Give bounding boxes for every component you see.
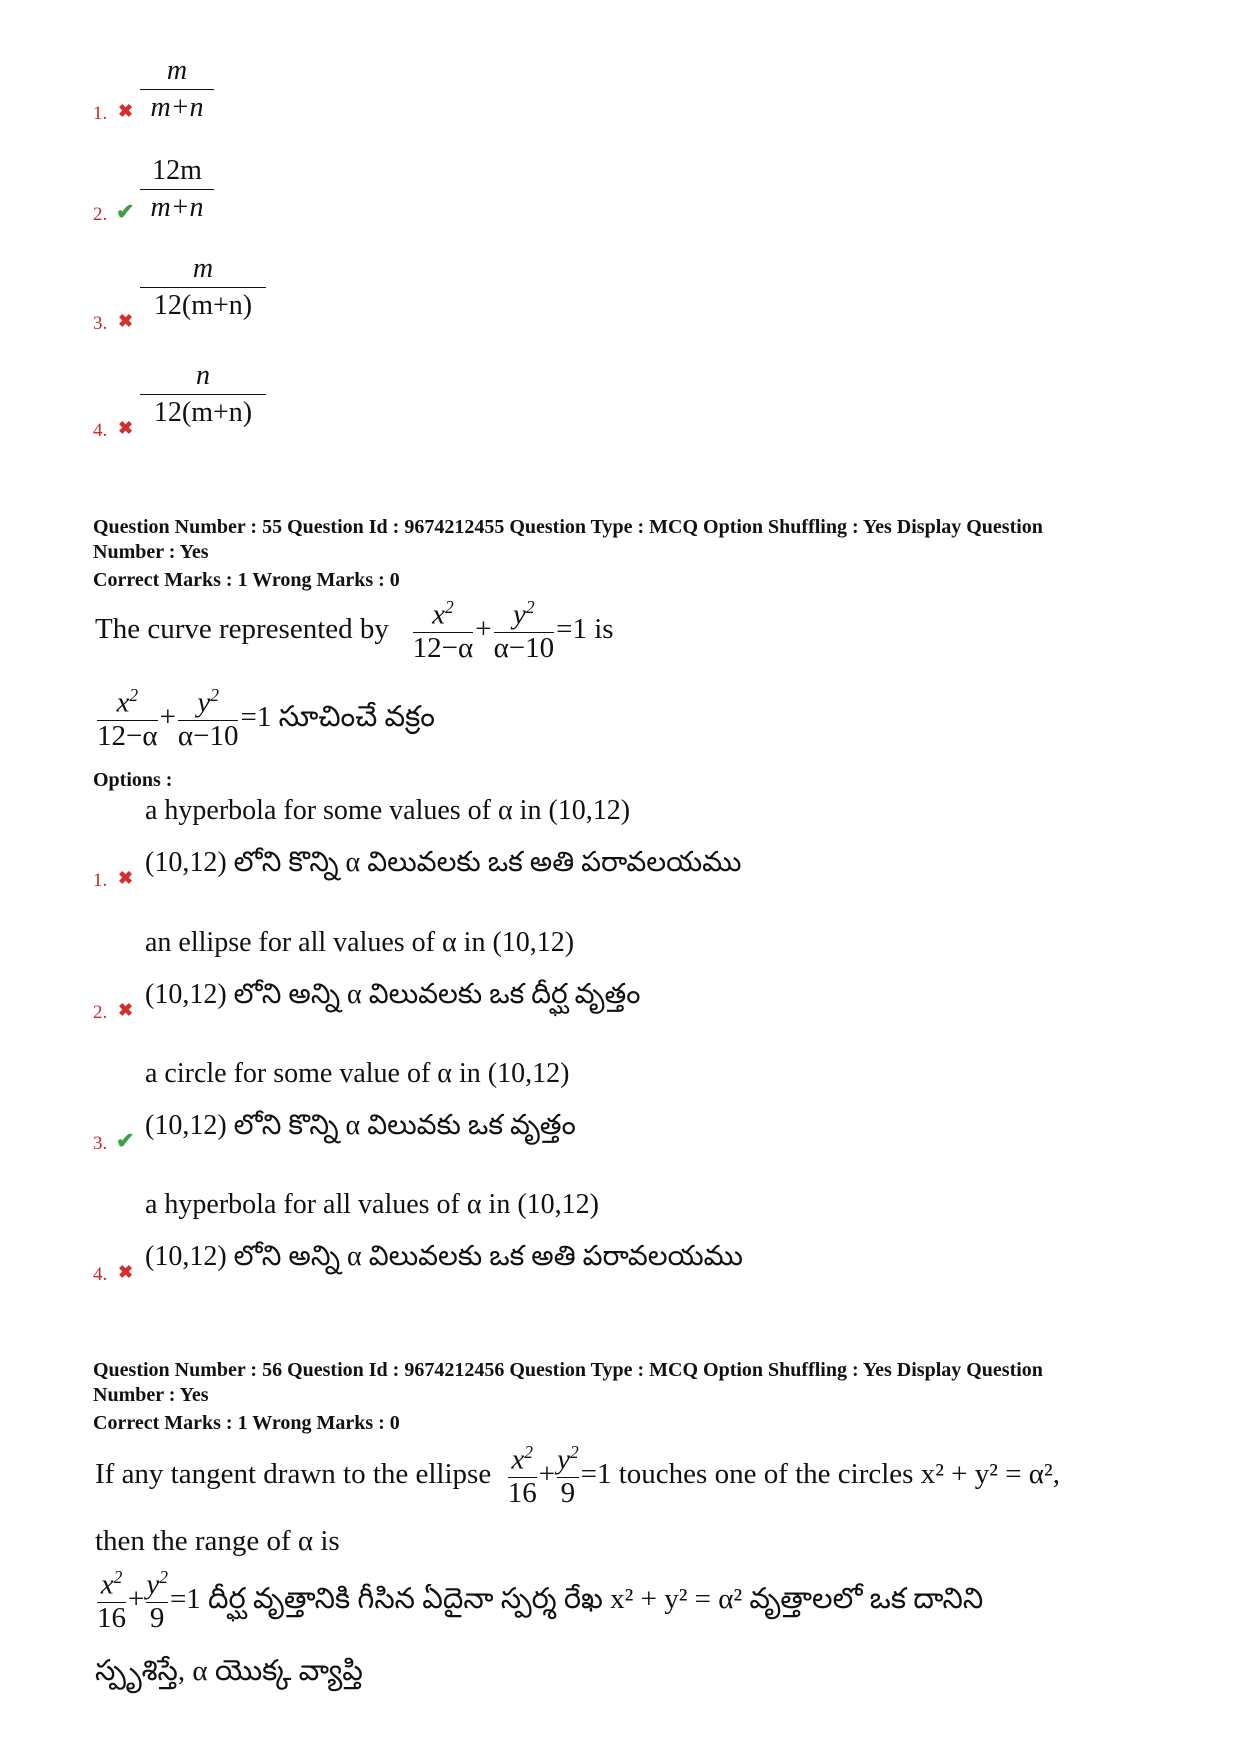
wrong-icon: ✖ xyxy=(118,418,134,438)
check-icon: ✔ xyxy=(116,199,135,224)
option-text-english: a circle for some value of α in (10,12) xyxy=(145,1058,570,1089)
option-number: 2. xyxy=(93,1002,108,1023)
option-fraction: 12m m+n xyxy=(140,155,214,224)
option-fraction: n 12(m+n) xyxy=(140,360,266,429)
wrong-icon: ✖ xyxy=(118,101,134,121)
question-stem-telugu-line2: స్పృశిస్తే, α యొక్క వ్యాప్తి xyxy=(95,1655,363,1687)
check-icon: ✔ xyxy=(116,1128,135,1153)
question-marks: Correct Marks : 1 Wrong Marks : 0 xyxy=(93,1412,400,1434)
option-text-telugu: (10,12) లోని అన్ని α విలువలకు ఒక అతి పరావలయము xyxy=(145,1241,743,1272)
option-number: 3. xyxy=(93,313,108,334)
option-text-english: an ellipse for all values of α in (10,12) xyxy=(145,927,575,958)
question-stem-telugu: $\frac{x^2}{12-\alpha}$ + $\frac{y^2}{\alpha-10}$ =1 సూచించే వక్రం xyxy=(97,685,435,752)
option-number: 2. xyxy=(93,204,108,225)
option-number: 1. xyxy=(93,103,108,124)
question-stem-telugu: $\frac{x^2}{16}$ + $\frac{y^2}{9}$ =1 దీర్ఘ వృత్తానికి గీసిన ఏదైనా స్పర్శ రేఖ x² + y² = α² వృత్తాలలో ఒక దానిని xyxy=(97,1567,984,1634)
wrong-icon: ✖ xyxy=(118,868,134,888)
question-marks: Correct Marks : 1 Wrong Marks : 0 xyxy=(93,569,400,591)
option-text-telugu: (10,12) లోని అన్ని α విలువలకు ఒక దీర్ఘ వృత్తం xyxy=(145,979,641,1010)
option-fraction: m 12(m+n) xyxy=(140,253,266,322)
option-number: 4. xyxy=(93,1264,108,1285)
question-stem-english-line2: then the range of α is xyxy=(95,1525,340,1557)
option-text-telugu: (10,12) లోని కొన్ని α విలువలకు ఒక అతి పరావలయము xyxy=(145,847,742,878)
question-stem-english: The curve represented by $\frac{x^2}{12-\alpha}$ + $\frac{y^2}{\alpha-10}$ =1 is xyxy=(95,597,614,664)
question-stem-english: If any tangent drawn to the ellipse $\frac{x^2}{16}$ + $\frac{y^2}{9}$ =1 touches one of the circles x² + y² = α², xyxy=(95,1442,1060,1509)
option-number: 1. xyxy=(93,870,108,891)
wrong-icon: ✖ xyxy=(118,1262,134,1282)
wrong-icon: ✖ xyxy=(118,311,134,331)
options-label: Options : xyxy=(93,769,173,791)
option-text-english: a hyperbola for some values of α in (10,12) xyxy=(145,795,631,826)
option-fraction: m m+n xyxy=(140,55,214,124)
option-text-english: a hyperbola for all values of α in (10,12) xyxy=(145,1189,599,1220)
question-header: Question Number : 56 Question Id : 9674212456 Question Type : MCQ Option Shuffling : Yes Display Question Number : Yes xyxy=(93,1359,1043,1406)
option-number: 4. xyxy=(93,420,108,441)
option-text-telugu: (10,12) లోని కొన్ని α విలువకు ఒక వృత్తం xyxy=(145,1110,576,1141)
option-number: 3. xyxy=(93,1133,108,1154)
wrong-icon: ✖ xyxy=(118,1000,134,1020)
question-header: Question Number : 55 Question Id : 9674212455 Question Type : MCQ Option Shuffling : Yes Display Question Number : Yes xyxy=(93,516,1043,563)
